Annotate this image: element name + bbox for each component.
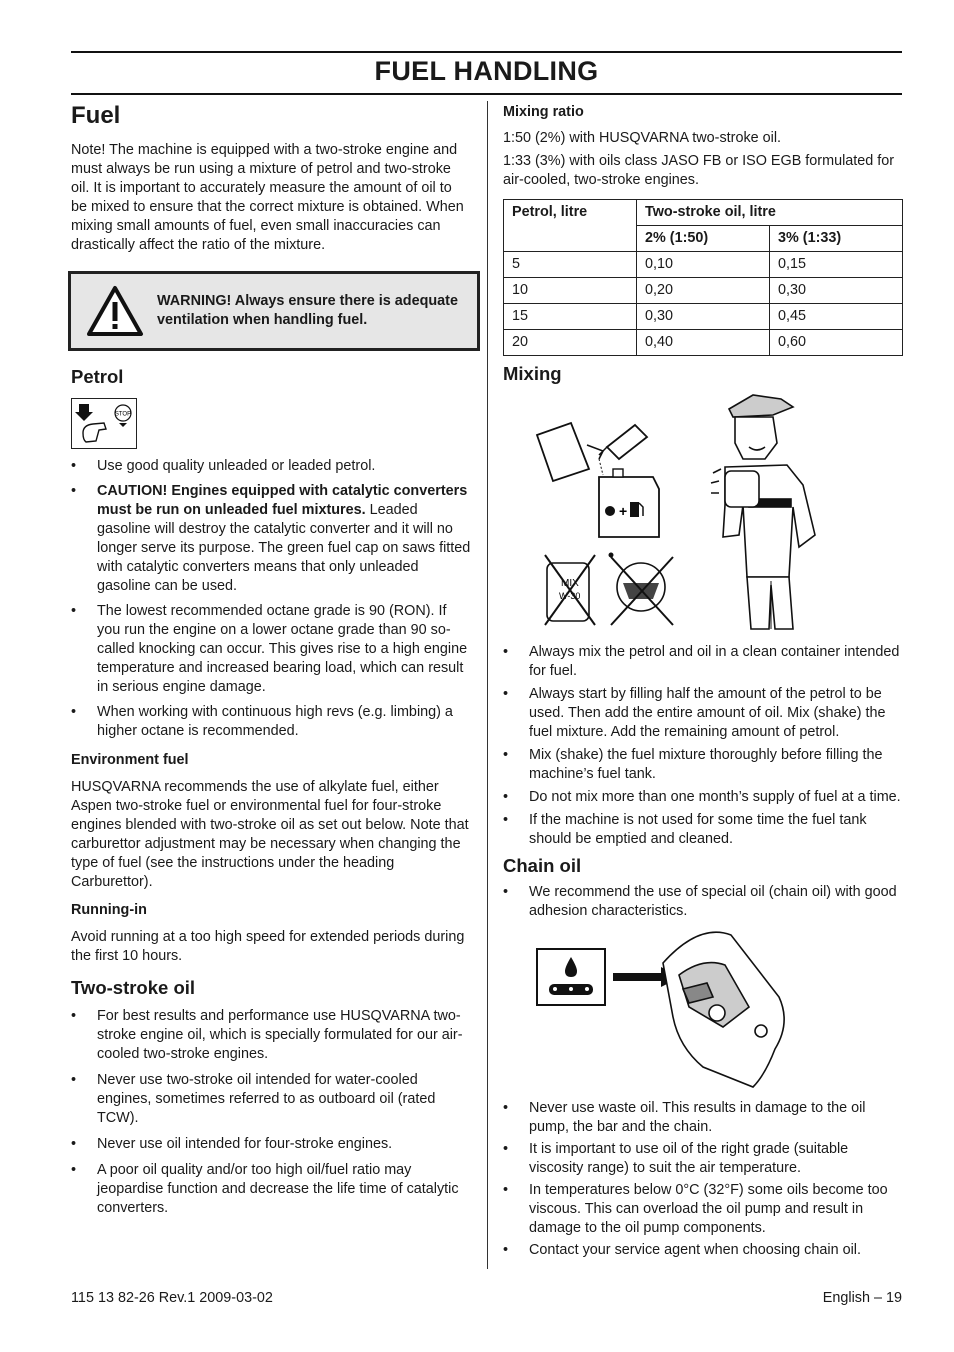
petrol-heading: Petrol: [71, 366, 124, 387]
mix-can-label: MIX: [561, 578, 579, 589]
chainsaw-oil-cap-icon: [663, 932, 784, 1087]
table-header-petrol: Petrol, litre: [504, 200, 637, 252]
caution-bold: CAUTION! Engines equipped with catalytic converters must be run on unleaded fuel mixtures.: [97, 483, 468, 518]
person-shaking-can-icon: [711, 395, 815, 629]
column-divider: [487, 101, 488, 1269]
list-item: [71, 482, 471, 596]
list-item: • A poor oil quality and/or too high oil/fuel ratio may jeopardise function and decrease the life time of catalytic converters.: [71, 1161, 471, 1218]
table-cell: 10: [504, 278, 637, 304]
list-item: • Do not mix more than one month’s supply of fuel at a time.: [503, 788, 903, 807]
pour-containers-icon: [537, 423, 659, 537]
two-stroke-list: [71, 1007, 471, 1218]
list-item: • Mix (shake) the fuel mixture thoroughly before filling the machine’s fuel tank.: [503, 746, 903, 784]
header-rule-top: [71, 51, 902, 53]
list-item: • In temperatures below 0°C (32°F) some oils become too viscous. This can overload the oil pump and result in damage to the oil pump components.: [503, 1181, 903, 1238]
fuel-heading: Fuel: [71, 102, 121, 129]
no-old-can-icon: [545, 555, 595, 625]
list-item: • If the machine is not used for some time the fuel tank should be emptied and cleaned.: [503, 811, 903, 849]
table-row: [504, 330, 903, 356]
running-in-heading: Running-in: [71, 902, 147, 918]
list-item: • The lowest recommended octane grade is 90 (RON). If you run the engine on a lower octane grade than 90 so-called knocking can occur. This gives rise to a high engine temperature and increased bearing load, which can result in serious engine damage.: [71, 602, 471, 697]
footer-doc-number: 115 13 82-26 Rev.1 2009-03-02: [71, 1290, 273, 1306]
environment-fuel-text: HUSQVARNA recommends the use of alkylate fuel, either Aspen two-stroke fuel or environmental fuel for four-stroke engines blended with two-stroke oil as set out below. Note that carburettor adjustment may be necessary when changing the type of fuel (see the instructions under the heading Carburettor).: [71, 779, 469, 890]
list-item: • For best results and performance use HUSQVARNA two-stroke engine oil, which is specially formulated for our air-cooled two-stroke engines.: [71, 1007, 471, 1064]
right-column: [503, 100, 903, 1266]
table-cell: 0,20: [637, 278, 770, 304]
chain-oil-symbol-icon: [537, 949, 605, 1005]
table-cell: 0,45: [770, 304, 903, 330]
caution-rest: Leaded gasoline will destroy the catalytic converter and it will no longer serve its purpose. The green fuel cap on saws fitted with catalytic converters means that only unleaded gasoline can be used.: [97, 502, 471, 594]
table-cell: 20: [504, 330, 637, 356]
fuel-intro: Note! The machine is equipped with a two-stroke engine and must always be run using a mixture of petrol and two-stroke oil. It is important to accurately measure the amount of oil to be mixed to ensure that the correct mixture is obtained. When mixing small amounts of fuel, even small inaccuracies can drastically affect the ratio of the mixture.: [71, 142, 464, 253]
list-item: • Use good quality unleaded or leaded petrol.: [71, 457, 471, 476]
mix-can-label-2: W-30: [559, 591, 581, 601]
mixing-heading: Mixing: [503, 363, 562, 384]
table-cell: 5: [504, 252, 637, 278]
no-bottle-icon: [609, 553, 674, 626]
table-row: [504, 304, 903, 330]
table-header-oil: Two-stroke oil, litre: [637, 200, 903, 226]
environment-fuel-heading: Environment fuel: [71, 752, 189, 768]
petrol-list: [71, 457, 471, 741]
running-in-text: Avoid running at a too high speed for extended periods during the first 10 hours.: [71, 929, 465, 964]
table-cell: 0,30: [637, 304, 770, 330]
list-item: • Never use two-stroke oil intended for water-cooled engines, sometimes referred to as outboard oil (rated TCW).: [71, 1071, 471, 1128]
warning-triangle-icon: [81, 281, 149, 341]
chain-oil-heading: Chain oil: [503, 855, 582, 876]
petrol-pictogram: [71, 398, 137, 449]
table-row: [504, 278, 903, 304]
warning-text: WARNING! Always ensure there is adequate ventilation when handling fuel.: [157, 293, 458, 328]
chain-oil-list-2: [503, 1099, 903, 1260]
chain-oil-list-1: [503, 883, 903, 921]
petrol-icon-stop-label: STOP: [114, 411, 132, 417]
warning-box: [68, 271, 480, 351]
table-header-3pct: 3% (1:33): [770, 226, 903, 252]
mixing-table: [503, 199, 903, 356]
table-cell: 0,10: [637, 252, 770, 278]
list-item: • Always mix the petrol and oil in a clean container intended for fuel.: [503, 643, 903, 681]
header-rule-bottom: [71, 93, 902, 95]
list-item: • Never use waste oil. This results in damage to the oil pump, the bar and the chain.: [503, 1099, 903, 1137]
ratio-line-1: 1:50 (2%) with HUSQVARNA two-stroke oil.: [503, 130, 782, 146]
list-item: • We recommend the use of special oil (chain oil) with good adhesion characteristics.: [503, 883, 903, 921]
table-cell: 0,60: [770, 330, 903, 356]
table-cell: 0,30: [770, 278, 903, 304]
table-header-2pct: 2% (1:50): [637, 226, 770, 252]
table-cell: 15: [504, 304, 637, 330]
list-item: • Never use oil intended for four-stroke engines.: [71, 1135, 471, 1154]
mixing-list: [503, 643, 903, 849]
ratio-line-2: 1:33 (3%) with oils class JASO FB or ISO EGB formulated for air-cooled, two-stroke engines.: [503, 153, 895, 188]
table-cell: 0,40: [637, 330, 770, 356]
left-column: [71, 100, 471, 1224]
two-stroke-oil-heading: Two-stroke oil: [71, 977, 196, 998]
list-item: • It is important to use oil of the right grade (suitable viscosity range) to suit the air temperature.: [503, 1140, 903, 1178]
list-item: • When working with continuous high revs (e.g. limbing) a higher octane is recommended.: [71, 703, 471, 741]
mixing-ratio-heading: Mixing ratio: [503, 104, 584, 120]
svg-text:+: +: [619, 503, 628, 519]
chain-oil-illustration: [503, 927, 903, 1093]
list-item: • Always start by filling half the amount of the petrol to be used. Then add the entire amount of oil. Mix (shake) the fuel mixture. Add the remaining amount of petrol.: [503, 685, 903, 742]
mixing-illustration: [503, 385, 903, 635]
page-title: FUEL HANDLING: [374, 56, 599, 86]
table-cell: 0,15: [770, 252, 903, 278]
footer-page-number: English – 19: [822, 1290, 902, 1306]
list-item: • Contact your service agent when choosing chain oil.: [503, 1241, 903, 1260]
table-row: [504, 252, 903, 278]
